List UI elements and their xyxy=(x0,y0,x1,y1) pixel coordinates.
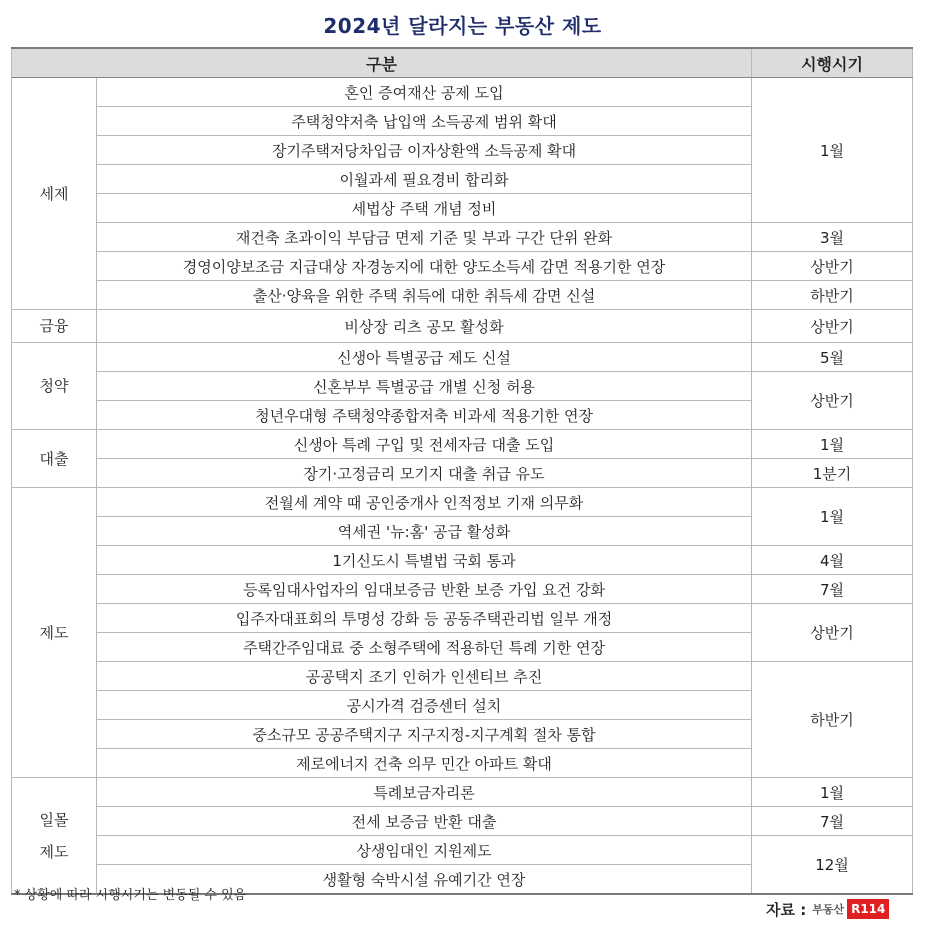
item-cell: 비상장 리츠 공모 활성화 xyxy=(97,310,752,343)
timing-cell: 상반기 xyxy=(752,372,913,430)
category-cell: 세제 xyxy=(12,78,97,310)
table-row xyxy=(12,778,913,807)
item-cell: 재건축 초과이익 부담금 면제 기준 및 부과 구간 단위 완화 xyxy=(97,223,752,252)
table-row xyxy=(12,252,913,281)
item-cell: 공공택지 조기 인허가 인센티브 추진 xyxy=(97,662,752,691)
category-cell: 일몰 제도 xyxy=(12,778,97,895)
footnote: * 상황에 따라 시행시기는 변동될 수 있음 xyxy=(14,888,247,903)
source-label: 자료 : xyxy=(766,900,807,919)
table-row xyxy=(12,343,913,372)
timing-cell: 1월 xyxy=(752,78,913,223)
timing-cell: 하반기 xyxy=(752,281,913,310)
timing-cell: 1월 xyxy=(752,778,913,807)
item-cell: 신생아 특별공급 제도 신설 xyxy=(97,343,752,372)
item-cell: 장기주택저당차입금 이자상환액 소득공제 확대 xyxy=(97,136,752,165)
table-row xyxy=(12,281,913,310)
table-row xyxy=(12,662,913,691)
item-cell: 중소규모 공공주택지구 지구지정-지구계획 절차 통합 xyxy=(97,720,752,749)
item-cell: 제로에너지 건축 의무 민간 아파트 확대 xyxy=(97,749,752,778)
item-cell: 세법상 주택 개념 정비 xyxy=(97,194,752,223)
item-cell: 경영이양보조금 지급대상 자경농지에 대한 양도소득세 감면 적용기한 연장 xyxy=(97,252,752,281)
timing-cell: 1분기 xyxy=(752,459,913,488)
category-cell: 청약 xyxy=(12,343,97,430)
table-row xyxy=(12,575,913,604)
table-body xyxy=(12,78,913,895)
source-credit xyxy=(766,897,889,921)
timing-cell: 상반기 xyxy=(752,252,913,281)
table-row xyxy=(12,310,913,343)
item-cell: 신생아 특례 구입 및 전세자금 대출 도입 xyxy=(97,430,752,459)
item-cell: 1기신도시 특별법 국회 통과 xyxy=(97,546,752,575)
table-row xyxy=(12,546,913,575)
item-cell: 주택간주임대료 중 소형주택에 적용하던 특례 기한 연장 xyxy=(97,633,752,662)
item-cell: 특례보금자리론 xyxy=(97,778,752,807)
item-cell: 전월세 계약 때 공인중개사 인적정보 기재 의무화 xyxy=(97,488,752,517)
timing-cell: 1월 xyxy=(752,488,913,546)
item-cell: 전세 보증금 반환 대출 xyxy=(97,807,752,836)
item-cell: 공시가격 검증센터 설치 xyxy=(97,691,752,720)
item-cell: 혼인 증여재산 공제 도입 xyxy=(97,78,752,107)
source-logo-text: 부동산 xyxy=(812,903,845,916)
table-row xyxy=(12,488,913,517)
page-title: 2024년 달라지는 부동산 제도 xyxy=(323,14,602,38)
table-row xyxy=(12,836,913,865)
reform-table xyxy=(11,47,913,895)
item-cell: 이월과세 필요경비 합리화 xyxy=(97,165,752,194)
category-cell: 대출 xyxy=(12,430,97,488)
item-cell: 신혼부부 특별공급 개별 신청 허용 xyxy=(97,372,752,401)
timing-cell: 5월 xyxy=(752,343,913,372)
r114-logo: R114 xyxy=(847,899,889,919)
item-cell: 입주자대표회의 투명성 강화 등 공동주택관리법 일부 개정 xyxy=(97,604,752,633)
item-cell: 출산·양육을 위한 주택 취득에 대한 취득세 감면 신설 xyxy=(97,281,752,310)
item-cell: 주택청약저축 납입액 소득공제 범위 확대 xyxy=(97,107,752,136)
table-row xyxy=(12,78,913,107)
item-cell: 장기·고정금리 모기지 대출 취급 유도 xyxy=(97,459,752,488)
table-row xyxy=(12,807,913,836)
timing-cell: 7월 xyxy=(752,575,913,604)
item-cell: 등록임대사업자의 임대보증금 반환 보증 가입 요건 강화 xyxy=(97,575,752,604)
table-row xyxy=(12,430,913,459)
item-cell: 청년우대형 주택청약종합저축 비과세 적용기한 연장 xyxy=(97,401,752,430)
timing-cell: 7월 xyxy=(752,807,913,836)
item-cell: 상생임대인 지원제도 xyxy=(97,836,752,865)
table-row xyxy=(12,459,913,488)
timing-cell: 1월 xyxy=(752,430,913,459)
item-cell: 역세권 '뉴:홈' 공급 활성화 xyxy=(97,517,752,546)
timing-cell: 상반기 xyxy=(752,604,913,662)
item-cell: 생활형 숙박시설 유예기간 연장 xyxy=(97,865,752,895)
header-category: 구분 xyxy=(12,48,752,78)
timing-cell: 12월 xyxy=(752,836,913,895)
category-cell: 제도 xyxy=(12,488,97,778)
timing-cell: 하반기 xyxy=(752,662,913,778)
category-cell: 금융 xyxy=(12,310,97,343)
table-row xyxy=(12,223,913,252)
table-header-row xyxy=(12,48,913,78)
timing-cell: 4월 xyxy=(752,546,913,575)
timing-cell: 3월 xyxy=(752,223,913,252)
table-row xyxy=(12,604,913,633)
table-row xyxy=(12,372,913,401)
timing-cell: 상반기 xyxy=(752,310,913,343)
header-timing: 시행시기 xyxy=(752,48,913,78)
